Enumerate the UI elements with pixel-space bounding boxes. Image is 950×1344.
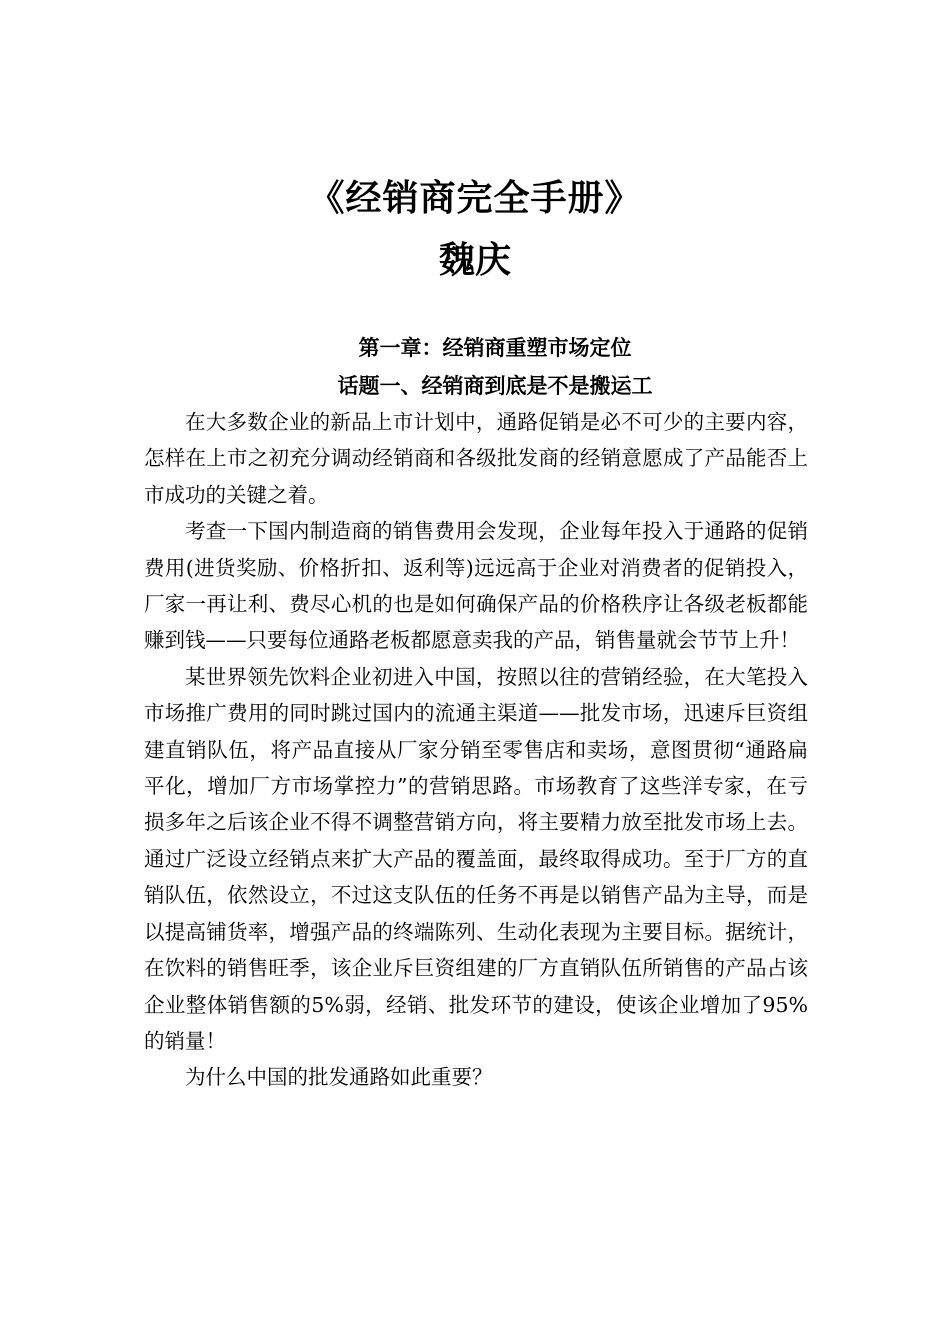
paragraph: 在大多数企业的新品上市计划中，通路促销是必不可少的主要内容，怎样在上市之初充分调动经销商和各级批发商的经销意愿成了产品能否上市成功的关键之着。 xyxy=(144,410,808,507)
topic-heading: 话题一、经销商到底是不是搬运工 xyxy=(337,373,653,398)
paragraph: 为什么中国的批发通路如此重要？ xyxy=(185,1065,493,1090)
paragraph: 考查一下国内制造商的销售费用会发现，企业每年投入于通路的促销费用(进货奖励、价格折扣、返利等)远远高于企业对消费者的促销投入，厂家一再让利、费尽心机的也是如何确保产品的价格秩序让各级老板都能赚到钱——只要每位通路老板都愿意卖我的产品，销售量就会节节上升！ xyxy=(144,519,808,653)
author-name: 魏庆 xyxy=(438,239,511,281)
chapter-heading: 第一章：经销商重塑市场定位 xyxy=(358,335,632,360)
book-title: 《经销商完全手册》 xyxy=(308,177,642,219)
paragraph: 某世界领先饮料企业初进入中国，按照以往的营销经验，在大笔投入市场推广费用的同时跳过国内的流通主渠道——批发市场，迅速斥巨资组建直销队伍，将产品直接从厂家分销至零售店和卖场，意图贯彻“通路扁平化，增加厂方市场掌控力”的营销思路。市场教育了这些洋专家，在亏损多年之后该企业不得不调整营销方向，将主要精力放至批发市场上去。通过广泛设立经销点来扩大产品的覆盖面，最终取得成功。至于厂方的直销队伍，依然设立，不过这支队伍的任务不再是以销售产品为主导，而是以提高铺货率，增强产品的终端陈列、生动化表现为主要目标。据统计，在饮料的销售旺季，该企业斥巨资组建的厂方直销队伍所销售的产品占该企业整体销售额的5%弱，经销、批发环节的建设，使该企业增加了95%的销量！ xyxy=(144,664,808,1053)
body-text xyxy=(144,404,808,1096)
